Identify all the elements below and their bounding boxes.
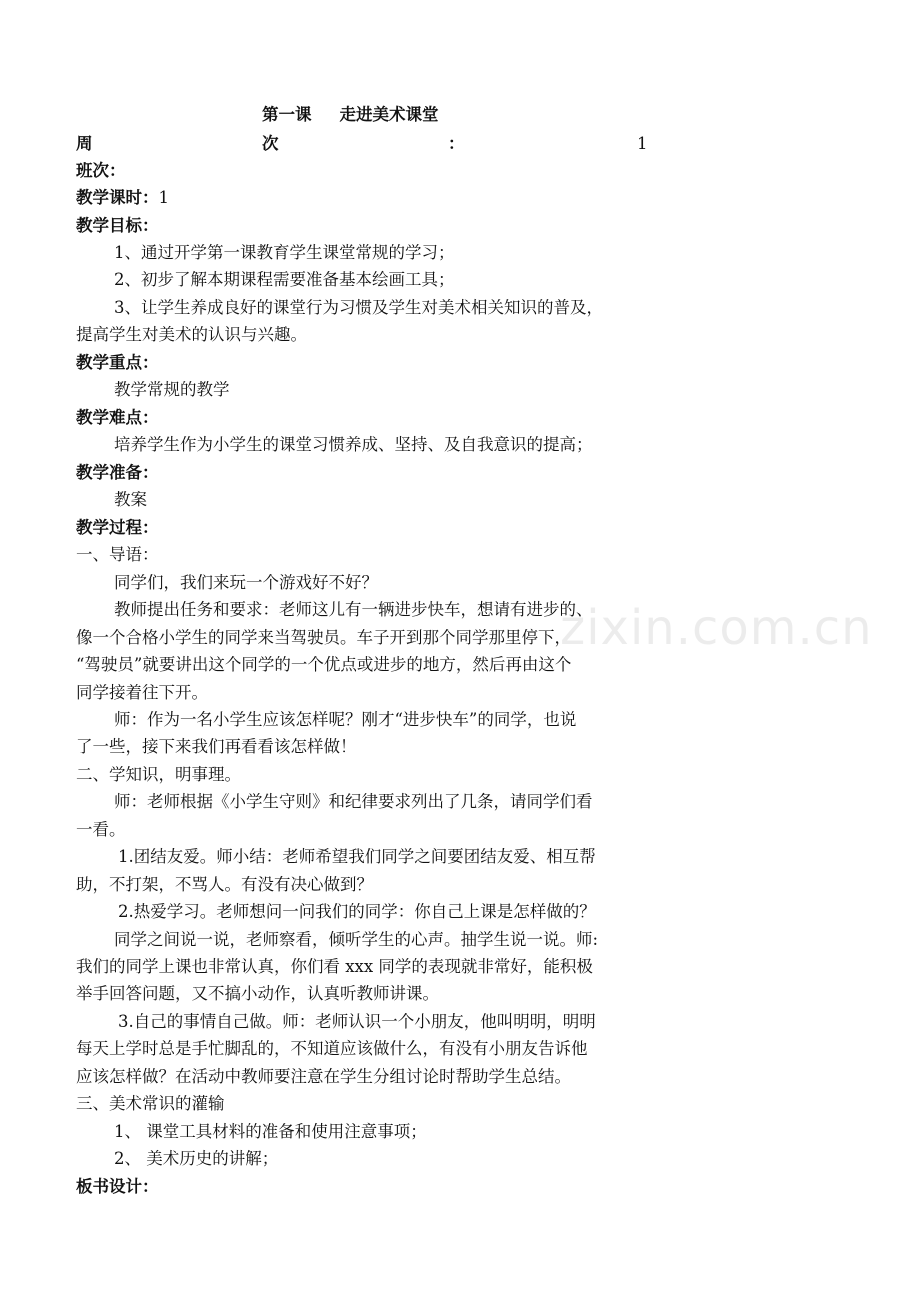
goals-label: 教学目标： [76,216,159,235]
focus-text: 教学常规的教学 [114,380,230,399]
paragraph-line: 同学接着往下开。 [76,683,208,702]
list-item: 1、 课堂工具材料的准备和使用注意事项； [114,1122,427,1141]
paragraph-line: 教师提出任务和要求：老师这儿有一辆进步快车，想请有进步的、 [114,600,593,619]
goal-item-1: 1、通过开学第一课教育学生课堂常规的学习； [114,243,455,262]
list-item: 2、 美术历史的讲解； [114,1149,279,1168]
week-char-1: 周 [76,134,93,153]
paragraph-line: 像一个合格小学生的同学来当驾驶员。车子开到那个同学那里停下， [76,628,571,647]
goal-item-3-cont: 提高学生对美术的认识与兴趣。 [76,325,307,344]
paragraph-line: 应该怎样做？在活动中教师要注意在学生分组讨论时帮助学生总结。 [76,1067,571,1086]
rule-item-3: 3.自己的事情自己做。师：老师认识一个小朋友，他叫明明，明明 [118,1012,596,1031]
watermark: zixin.com.cn [560,600,873,656]
lesson-title [262,104,834,126]
prep-text: 教案 [114,490,147,509]
difficulty-text: 培养学生作为小学生的课堂习惯养成、坚持、及自我意识的提高； [114,435,593,454]
week-char-2: 次 [262,134,279,153]
hours-value: 1 [158,188,169,207]
paragraph-line: 每天上学时总是手忙脚乱的，不知道应该做什么，有没有小朋友告诉他 [76,1039,588,1058]
rule-item-1: 1.团结友爱。师小结：老师希望我们同学之间要团结友爱、相互帮 [118,847,596,866]
paragraph-line: 我们的同学上课也非常认真，你们看 xxx 同学的表现就非常好，能积极 [76,957,593,976]
lesson-number: 第一课 [262,105,312,124]
week-colon: ： [448,134,465,153]
paragraph-line: 举手回答问题，又不搞小动作，认真听教师讲课。 [76,984,439,1003]
paragraph-line: 助，不打架，不骂人。有没有决心做到？ [76,875,373,894]
goal-item-3: 3、让学生养成良好的课堂行为习惯及学生对美术相关知识的普及， [114,298,603,317]
focus-label: 教学重点： [76,353,159,372]
paragraph-line: 师：老师根据《小学生守则》和纪律要求列出了几条，请同学们看 [114,792,593,811]
paragraph-line: 同学们，我们来玩一个游戏好不好？ [114,573,378,592]
hours-row [76,187,648,209]
week-value: 1 [637,134,648,153]
paragraph-line: 了一些，接下来我们再看看该怎样做！ [76,737,357,756]
section-3-heading: 三、美术常识的灌输 [76,1094,225,1113]
paragraph-line: 同学之间说一说，老师察看，倾听学生的心声。抽学生说一说。师: [114,930,599,949]
hours-label: 教学课时： [76,188,159,207]
difficulty-label: 教学难点： [76,408,159,427]
class-label: 班次： [76,161,126,180]
lesson-name: 走进美术课堂 [339,105,439,124]
prep-label: 教学准备： [76,463,159,482]
paragraph-line: 师：作为一名小学生应该怎样呢？刚才“进步快车”的同学，也说 [114,710,577,729]
board-design-label: 板书设计： [76,1177,159,1196]
section-2-heading: 二、学知识，明事理。 [76,765,241,784]
section-1-heading: 一、导语： [76,545,159,564]
paragraph-line: “驾驶员”就要讲出这个同学的一个优点或进步的地方，然后再由这个 [76,655,572,674]
goal-item-2: 2、初步了解本期课程需要准备基本绘画工具； [114,270,455,289]
process-label: 教学过程： [76,518,159,537]
paragraph-line: 一看。 [76,820,126,839]
rule-item-2: 2.热爱学习。老师想问一问我们的同学：你自己上课是怎样做的？ [118,902,596,921]
